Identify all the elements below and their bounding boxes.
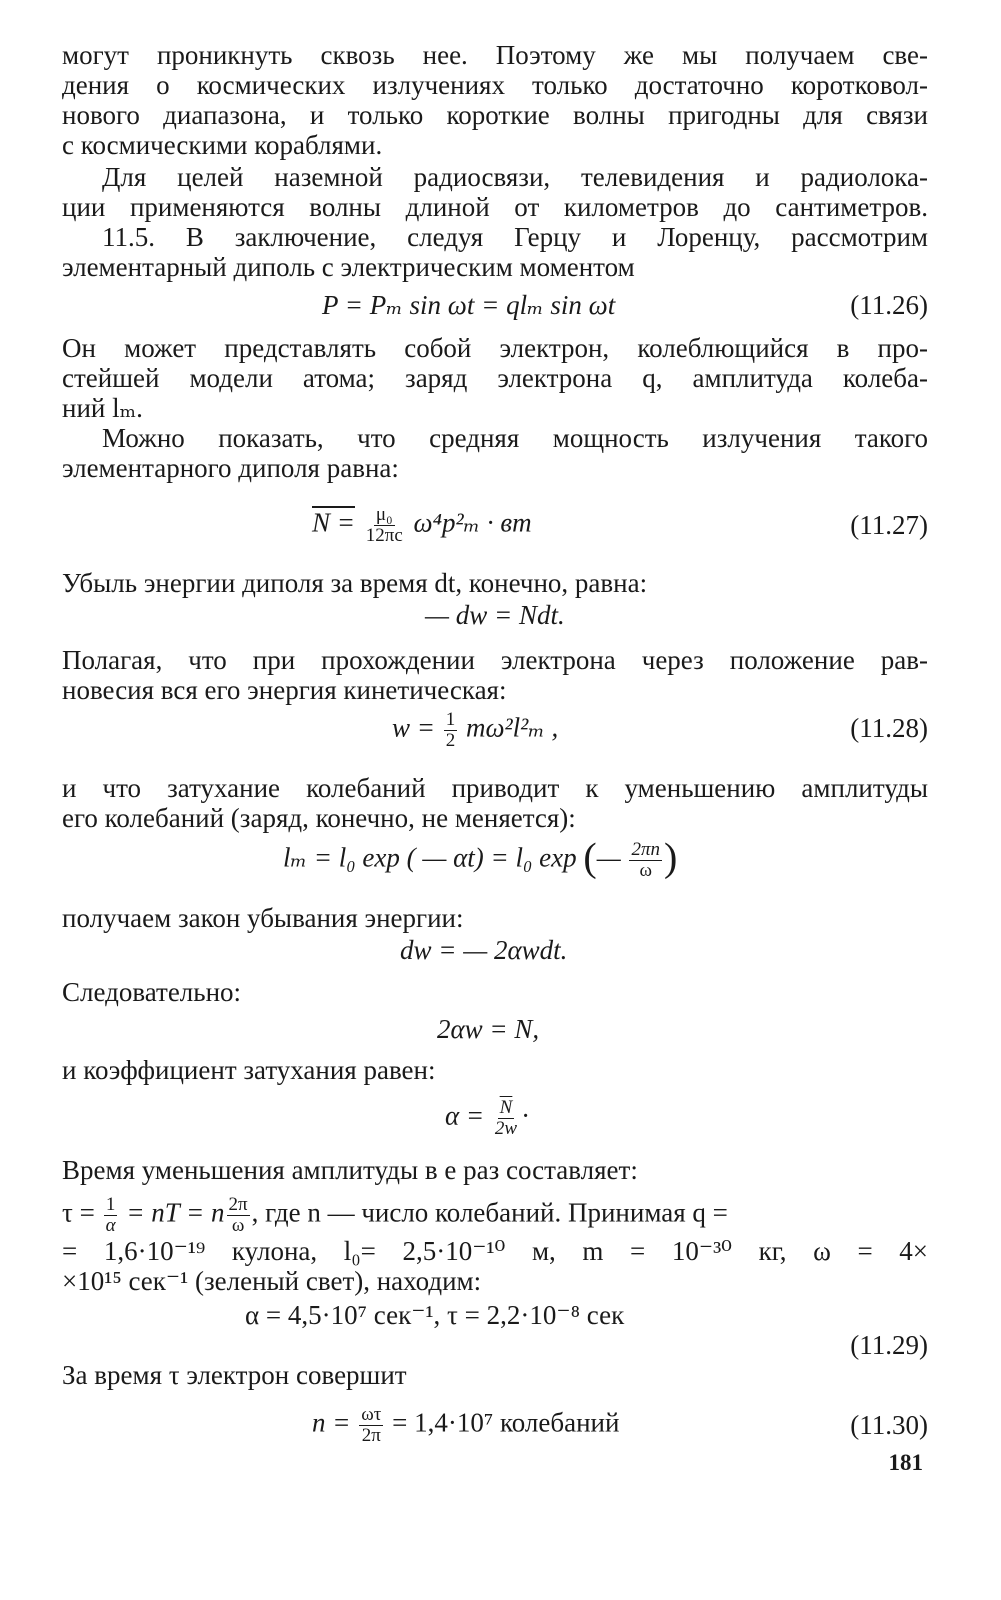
numerator: 1 xyxy=(105,1194,116,1215)
paragraph-9 xyxy=(62,903,928,933)
numerator: μ₀ xyxy=(375,504,393,525)
text-line: и коэффициент затухания равен: xyxy=(62,1055,436,1085)
text-line: новесия вся его энергия кинетическая: xyxy=(62,675,507,705)
text-line: стейшей модели атома; заряд электрона q, амплитуда колеба- xyxy=(62,363,928,393)
numerator: $\overline{N}$ xyxy=(499,1097,513,1118)
text-line: элементарный диполь с электрическим моментом xyxy=(62,252,635,282)
equation-number: (11.27) xyxy=(850,510,928,540)
text-line: Полагая, что при прохождении электрона через положение рав- xyxy=(62,645,928,675)
numerator: 2π xyxy=(228,1194,248,1215)
page-number: 181 xyxy=(888,1450,923,1475)
equation-lhs: lₘ = l₀ exp ( — αt) = l₀ exp xyxy=(283,842,577,873)
text-line xyxy=(62,1195,928,1236)
equation-rest: = 1,4·10⁷ колебаний xyxy=(392,1407,620,1438)
text-line: его колебаний (заряд, конечно, не меняется): xyxy=(62,803,576,833)
paragraph-4 xyxy=(62,333,928,423)
paragraph-2 xyxy=(62,162,928,222)
numerator: ωτ xyxy=(361,1404,382,1425)
equation-number: (11.26) xyxy=(850,290,928,320)
text-line: получаем закон убывания энергии: xyxy=(62,903,464,933)
denominator: 2w xyxy=(494,1118,518,1139)
text-line: Следовательно: xyxy=(62,977,242,1007)
fraction xyxy=(629,840,662,881)
paragraph-3 xyxy=(62,222,928,282)
paragraph-12 xyxy=(62,1155,928,1185)
denominator: 2 xyxy=(445,730,456,751)
text-line: За время τ электрон совершит xyxy=(62,1360,407,1390)
paragraph-11 xyxy=(62,1055,928,1085)
paragraph-13 xyxy=(62,1195,928,1296)
equation-number: (11.28) xyxy=(850,713,928,743)
equation-11-26: P = Pₘ sin ωt = qlₘ sin ωt xyxy=(322,290,616,320)
text-line: и что затухание колебаний приводит к уменьшению амплитуды xyxy=(62,773,928,803)
text-tail: , где n — число колебаний. Принимая q = xyxy=(251,1197,728,1228)
equation-damping: α = $\frac{\overline{N}}{2w}$ · xyxy=(445,1097,531,1139)
denominator: ω xyxy=(231,1215,245,1236)
fraction xyxy=(444,710,458,751)
equation-11-30 xyxy=(312,1405,619,1446)
text-line: ции применяются волны длиной от километров до сантиметров. xyxy=(62,192,928,222)
text-line: с космическими кораблями. xyxy=(62,130,383,160)
paragraph-10 xyxy=(62,977,928,1007)
equation-amplitude: lₘ = l₀ exp ( — αt) = l₀ exp (— $\frac{2\pi n}{\omega}$ ) xyxy=(283,834,678,881)
equation-lhs: w = xyxy=(392,712,435,743)
text-line: Он может представлять собой электрон, колеблющийся в про- xyxy=(62,333,928,363)
denominator: ω xyxy=(639,860,652,881)
equation-text: = nT = n xyxy=(126,1197,225,1228)
numerator: 1 xyxy=(445,709,456,730)
equation-number: (11.30) xyxy=(850,1410,928,1440)
equation-rest: mω²l²ₘ , xyxy=(465,712,559,743)
fraction xyxy=(364,505,405,546)
text-line: ний lₘ. xyxy=(62,393,143,423)
paren-close: ) xyxy=(664,834,678,880)
text-line: Можно показать, что средняя мощность излучения такого xyxy=(102,423,928,453)
text-line: элементарного диполя равна: xyxy=(62,453,399,483)
text-line: дения о космических излучениях только достаточно коротковол- xyxy=(62,70,928,100)
denominator: α xyxy=(105,1215,116,1236)
paragraph-8 xyxy=(62,773,928,833)
text-line: могут проникнуть сквозь нее. Поэтому же мы получаем све- xyxy=(62,40,928,70)
fraction xyxy=(493,1098,519,1139)
text-line: = 1,6·10⁻¹⁹ кулона, l₀= 2,5·10⁻¹⁰ м, m = 10⁻³⁰ кг, ω = 4× xyxy=(62,1236,928,1266)
paragraph-5 xyxy=(62,423,928,483)
paren-open: ( xyxy=(583,834,597,880)
equation-lhs: N = xyxy=(312,507,355,538)
equation-lhs: α = xyxy=(445,1100,485,1131)
tau-symbol: τ = xyxy=(62,1197,95,1228)
text-line: Убыль энергии диполя за время dt, конечно, равна: xyxy=(62,568,648,598)
equation-balance xyxy=(437,1014,539,1044)
equation-rest: ω⁴p²ₘ · вт xyxy=(413,507,532,538)
fraction xyxy=(104,1195,118,1236)
fraction xyxy=(227,1195,250,1236)
text-line: ×10¹⁵ сек⁻¹ (зеленый свет), находим: xyxy=(62,1266,482,1296)
fraction xyxy=(359,1405,383,1446)
equation-11-28 xyxy=(392,710,558,751)
equation-energy-loss: — dw = Ndt. xyxy=(425,600,565,630)
equation-number: (11.29) xyxy=(850,1330,928,1360)
paragraph-7 xyxy=(62,645,928,705)
numerator: 2πn xyxy=(631,839,660,860)
paragraph-1 xyxy=(62,40,928,160)
equation-11-29: α = 4,5·10⁷ сек⁻¹, τ = 2,2·10⁻⁸ сек xyxy=(245,1300,625,1330)
equation-energy-law: dw = — 2αwdt. xyxy=(400,935,568,965)
text-line: нового диапазона, и только короткие волны пригодны для связи xyxy=(62,100,928,130)
text-line: Для целей наземной радиосвязи, телевидения и радиолока- xyxy=(102,162,928,192)
denominator: 12πc xyxy=(365,525,403,546)
paragraph-6 xyxy=(62,568,928,598)
equation-text: 2αw = N, xyxy=(437,1014,540,1044)
equation-11-27 xyxy=(312,505,532,546)
denominator: 2π xyxy=(361,1425,381,1446)
text-line: Время уменьшения амплитуды в e раз составляет: xyxy=(62,1155,638,1185)
equation-lhs: n = xyxy=(312,1407,351,1438)
paragraph-14 xyxy=(62,1360,928,1390)
text-line: 11.5. В заключение, следуя Герцу и Лоренцу, рассмотрим xyxy=(102,222,928,252)
